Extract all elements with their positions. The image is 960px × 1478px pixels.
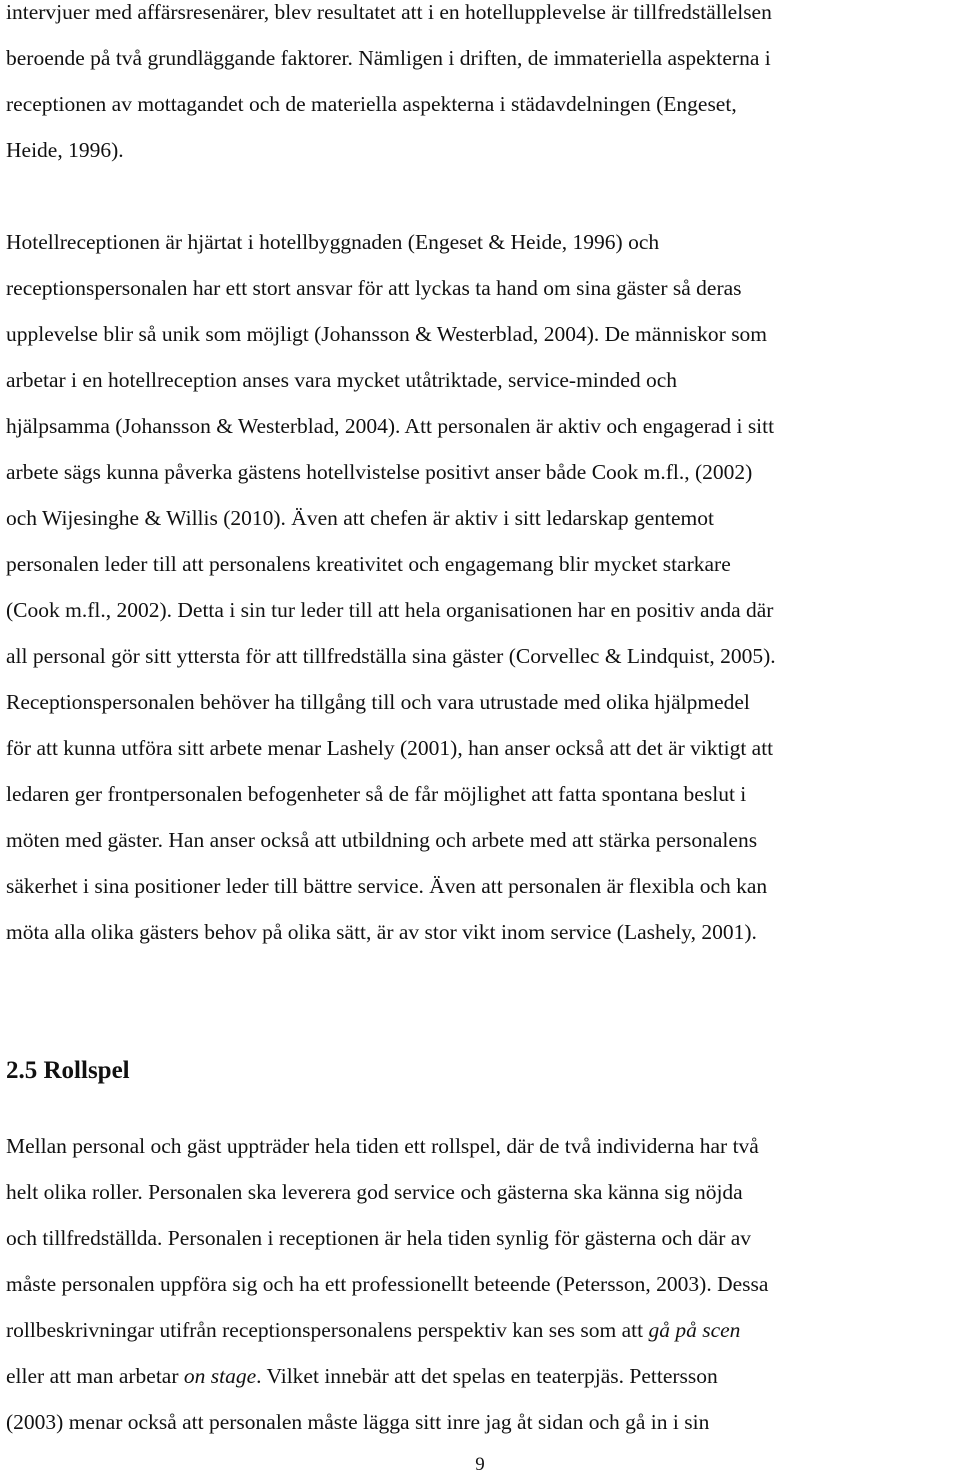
page-number: 9	[475, 1454, 485, 1475]
paragraph-role-play	[6, 1123, 956, 1445]
text-line: (2003) menar också att personalen måste lägga sitt inre jag åt sidan och gå in i sin	[6, 1410, 710, 1434]
text-line: receptionen av mottagandet och de materiella aspekterna i städavdelningen (Engeset,	[6, 92, 737, 116]
text-line: helt olika roller. Personalen ska leverera god service och gästerna ska känna sig nöjda	[6, 1180, 743, 1204]
text-line: personalen leder till att personalens kreativitet och engagemang blir mycket starkare	[6, 552, 731, 576]
paragraph-business-travelers	[6, 0, 956, 173]
text-line: upplevelse blir så unik som möjligt (Johansson & Westerblad, 2004). De människor som	[6, 322, 768, 346]
text-line	[6, 1353, 956, 1399]
text-line: Receptionspersonalen behöver ha tillgång till och vara utrustade med olika hjälpmedel	[6, 690, 750, 714]
paragraph-hotel-reception	[6, 219, 956, 955]
italic-phrase: on stage	[183, 1364, 257, 1388]
text-line: och tillfredställda. Personalen i receptionen är hela tiden synlig för gästerna och där av	[6, 1226, 752, 1250]
text-line: och Wijesinghe & Willis (2010). Även att chefen är aktiv i sitt ledarskap gentemot	[6, 506, 714, 530]
text-line: möta alla olika gästers behov på olika sätt, är av stor vikt inom service (Lashely, 2001).	[6, 920, 757, 944]
text-line: säkerhet i sina positioner leder till bättre service. Även att personalen är flexibla och kan	[6, 874, 768, 898]
text-line: möten med gäster. Han anser också att utbildning och arbete med att stärka personalens	[6, 828, 758, 852]
text-line	[6, 1307, 956, 1353]
text-line: beroende på två grundläggande faktorer. Nämligen i driften, de immateriella aspekterna i	[6, 46, 771, 70]
text-line: all personal gör sitt yttersta för att tillfredställa sina gäster (Corvellec & Lindquist, 2005).	[6, 644, 776, 668]
text-line: arbetar i en hotellreception anses vara mycket utåtriktade, service-minded och	[6, 368, 677, 392]
text-run: eller att man arbetar	[6, 1364, 184, 1388]
text-line: receptionspersonalen har ett stort ansvar för att lyckas ta hand om sina gäster så deras	[6, 276, 742, 300]
text-line: Hotellreceptionen är hjärtat i hotellbyggnaden (Engeset & Heide, 1996) och	[6, 230, 660, 254]
italic-phrase: gå på scen	[648, 1318, 741, 1342]
text-run: rollbeskrivningar utifrån receptionspersonalens perspektiv kan ses som att	[6, 1318, 649, 1342]
text-line: för att kunna utföra sitt arbete menar Lashely (2001), han anser också att det är viktigt att	[6, 736, 774, 760]
text-line: Heide, 1996).	[6, 138, 124, 162]
text-line: (Cook m.fl., 2002). Detta i sin tur leder till att hela organisationen har en positiv anda där	[6, 598, 774, 622]
section-heading: 2.5 Rollspel	[6, 1057, 130, 1084]
text-line: måste personalen uppföra sig och ha ett professionellt beteende (Petersson, 2003). Dessa	[6, 1272, 769, 1296]
text-line: arbete sägs kunna påverka gästens hotellvistelse positivt anser både Cook m.fl., (2002)	[6, 460, 753, 484]
text-line: intervjuer med affärsresenärer, blev resultatet att i en hotellupplevelse är tillfredställelsen	[6, 0, 772, 24]
text-run: . Vilket innebär att det spelas en teaterpjäs. Pettersson	[256, 1364, 718, 1388]
text-line: Mellan personal och gäst uppträder hela tiden ett rollspel, där de två individerna har två	[6, 1134, 759, 1158]
text-line: hjälpsamma (Johansson & Westerblad, 2004). Att personalen är aktiv och engagerad i sitt	[6, 414, 775, 438]
text-line: ledaren ger frontpersonalen befogenheter så de får möjlighet att fatta spontana beslut i	[6, 782, 747, 806]
